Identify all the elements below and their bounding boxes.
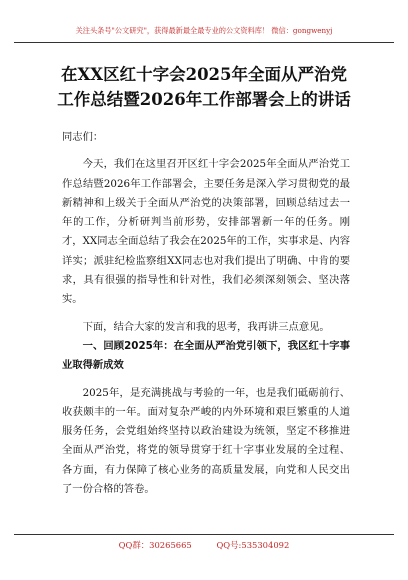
page-footer (14, 534, 394, 555)
footer-qq-group: QQ群：30265665 (118, 540, 192, 550)
document-body (62, 128, 350, 499)
paragraph-section-1: 2025年，是充满挑战与考验的一年，也是我们砥砺前行、收获颇丰的一年。面对复杂严峻的内外环境和艰巨繁重的人道服务任务，会党组始终坚持以政治建设为统领，坚定不移推进全面从严治党，将党的领导贯穿于红十字事业发展的全过程、各方面，有力保障了核心业务的高质量发展，向党和人民交出了一份合格的答卷。 (62, 386, 350, 496)
paragraph-transition: 下面，结合大家的发言和我的思考，我再讲三点意见。 (82, 320, 330, 333)
footer-qq-number: QQ号:535304092 (216, 540, 290, 550)
header-promo-text: 关注头条号"公文研究"，获得最新最全最专业的公文资料库！ 微信：gongwenyj (75, 26, 333, 35)
section-heading-1: 一、回顾2025年：在全面从严治党引领下，我区红十字事业取得新成效 (62, 339, 350, 372)
document-title (40, 62, 368, 112)
title-line-1: 在XX区红十字会2025年全面从严治党 (60, 65, 348, 84)
paragraph-intro: 今天，我们在这里召开区红十字会2025年全面从严治党工作总结暨2026年工作部署会，主要任务是深入学习贯彻党的最新精神和上级关于全面从严治党的决策部署，回顾总结过去一年的工作，分析研判当前形势，安排部署新一年的任务。刚才，XX同志全面总结了我会在2025年的工作，实事求是、内容详实；派驻纪检监察组XX同志也对我们提出了明确、中肯的要求，具有很强的指导性和针对性，我们必须深刻领会、坚决落实。 (62, 158, 350, 306)
salutation: 同志们： (62, 131, 104, 143)
title-line-2: 工作总结暨2026年工作部署会上的讲话 (57, 90, 351, 109)
page-header (14, 20, 394, 43)
